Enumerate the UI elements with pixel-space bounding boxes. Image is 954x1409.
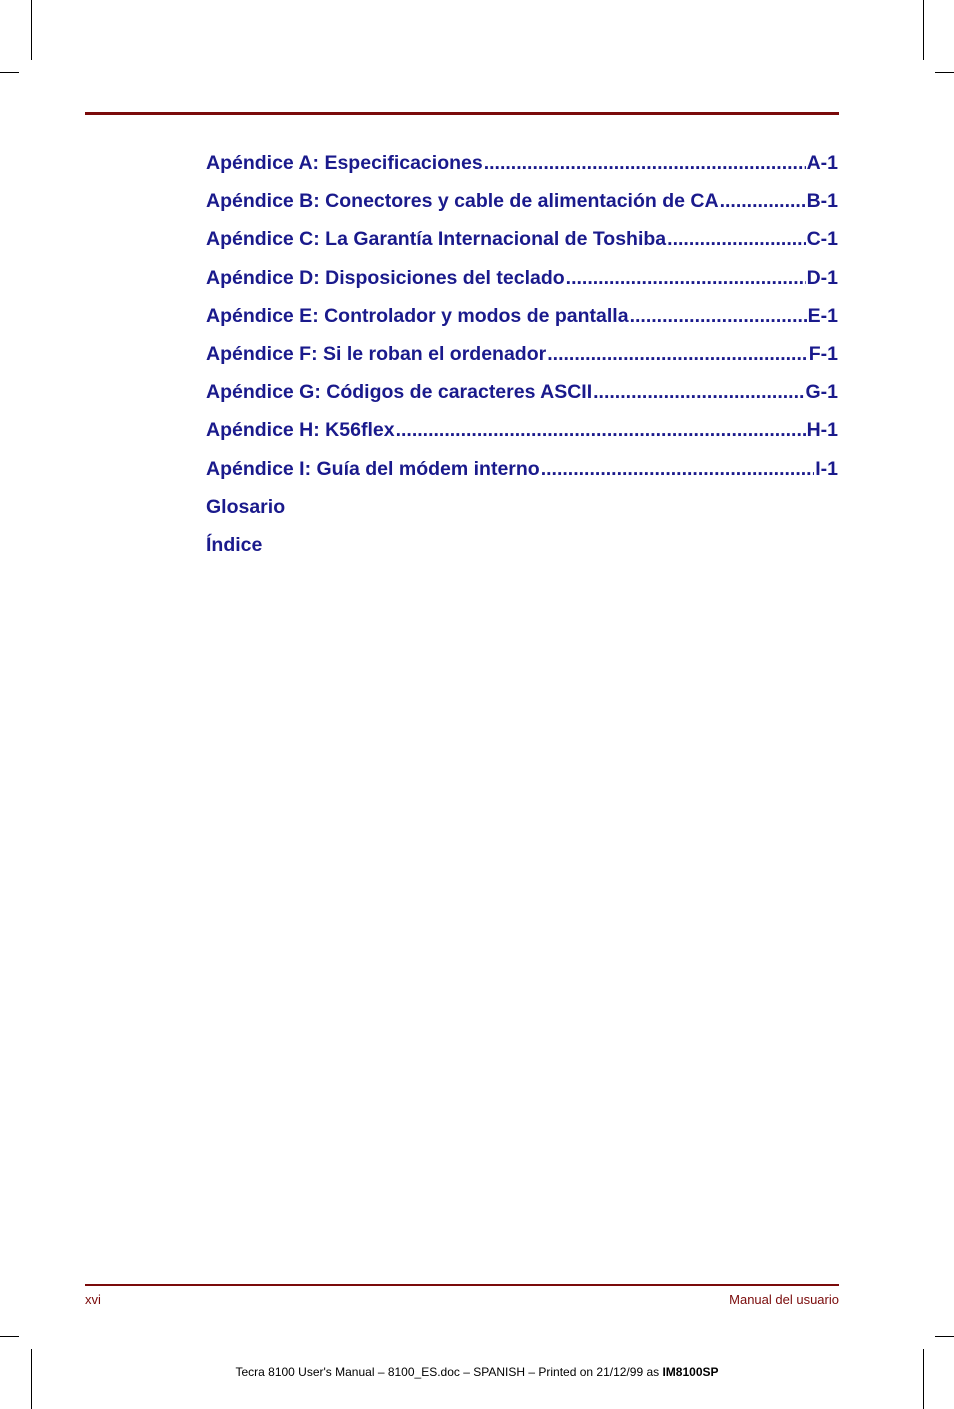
toc-entry-title: Apéndice G: Códigos de caracteres ASCII	[206, 381, 593, 404]
toc-entry-glossary[interactable]	[206, 493, 838, 531]
crop-mark	[0, 72, 19, 73]
toc-entry-appendix-g[interactable]	[206, 378, 838, 416]
toc-entry-appendix-f[interactable]	[206, 340, 838, 378]
toc-entry-page: G-1	[805, 381, 838, 404]
toc-entry-title: Apéndice H: K56flex	[206, 419, 395, 442]
print-info-code: IM8100SP	[662, 1365, 719, 1379]
table-of-contents	[206, 149, 838, 569]
toc-leader-dots	[484, 149, 806, 178]
crop-mark	[923, 0, 924, 60]
toc-entry-appendix-a[interactable]	[206, 149, 838, 187]
toc-entry-title: Apéndice A: Especificaciones	[206, 152, 483, 174]
footer-rule	[85, 1284, 839, 1286]
header-rule	[85, 112, 839, 115]
print-info-line	[0, 1365, 954, 1379]
toc-entry-appendix-d[interactable]	[206, 264, 838, 302]
toc-entry-appendix-e[interactable]	[206, 302, 838, 340]
toc-leader-dots	[667, 225, 805, 254]
crop-mark	[935, 72, 954, 73]
toc-entry-page: D-1	[806, 266, 838, 289]
crop-mark	[31, 0, 32, 60]
footer-manual-title: Manual del usuario	[729, 1292, 839, 1307]
toc-entry-title: Glosario	[206, 495, 286, 518]
crop-mark	[923, 1349, 924, 1409]
toc-entry-title: Apéndice E: Controlador y modos de pantalla	[206, 304, 629, 327]
toc-entry-page: C-1	[806, 228, 838, 251]
toc-entry-title: Apéndice I: Guía del módem interno	[206, 457, 540, 480]
toc-entry-title: Apéndice F: Si le roban el ordenador	[206, 342, 547, 365]
toc-leader-dots	[593, 378, 804, 407]
toc-entry-appendix-h[interactable]	[206, 416, 838, 454]
toc-entry-page: H-1	[806, 419, 838, 442]
toc-entry-page: I-1	[815, 457, 838, 480]
toc-entry-title: Apéndice B: Conectores y cable de alimentación de CA	[206, 190, 719, 213]
toc-leader-dots	[541, 455, 815, 484]
toc-entry-appendix-c[interactable]	[206, 225, 838, 263]
toc-entry-page: E-1	[807, 304, 838, 327]
toc-entry-appendix-i[interactable]	[206, 455, 838, 493]
crop-mark	[935, 1336, 954, 1337]
toc-leader-dots	[547, 340, 808, 369]
toc-leader-dots	[396, 416, 806, 445]
footer-page-number: xvi	[85, 1292, 101, 1307]
toc-entry-page: A-1	[806, 152, 838, 174]
toc-entry-title: Apéndice C: La Garantía Internacional de Toshiba	[206, 228, 667, 251]
toc-entry-page: F-1	[808, 342, 838, 365]
toc-leader-dots	[566, 264, 806, 293]
crop-mark	[31, 1349, 32, 1409]
toc-entry-index[interactable]	[206, 531, 838, 569]
crop-mark	[0, 1336, 19, 1337]
print-info-text: Tecra 8100 User's Manual – 8100_ES.doc – SPANISH – Printed on 21/12/99 as	[235, 1365, 663, 1379]
toc-entry-title: Índice	[206, 533, 263, 556]
toc-leader-dots	[720, 187, 806, 216]
toc-entry-page: B-1	[806, 190, 838, 213]
toc-entry-appendix-b[interactable]	[206, 187, 838, 225]
toc-entry-title: Apéndice D: Disposiciones del teclado	[206, 266, 565, 289]
toc-leader-dots	[630, 302, 807, 331]
